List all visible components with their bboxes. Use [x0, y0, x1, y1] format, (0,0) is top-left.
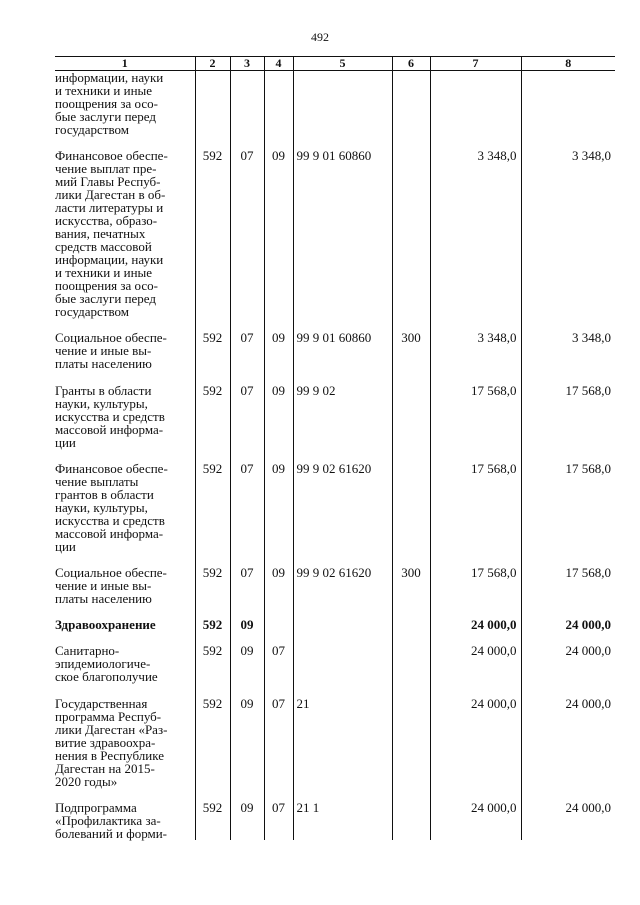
value-cell: 17 568,0	[430, 384, 521, 449]
value-cell: 09	[264, 566, 293, 605]
value-cell	[264, 618, 293, 631]
value-cell: 592	[195, 149, 230, 318]
value-cell: 24 000,0	[430, 618, 521, 631]
value-cell: 07	[264, 644, 293, 683]
row-spacer	[55, 631, 615, 644]
value-cell	[521, 71, 615, 137]
value-cell: 592	[195, 801, 230, 840]
spacer-cell	[195, 370, 230, 384]
column-header: 1	[55, 57, 195, 71]
value-cell	[392, 462, 430, 553]
spacer-cell	[264, 370, 293, 384]
value-cell: 3 348,0	[430, 331, 521, 370]
value-cell: 592	[195, 618, 230, 631]
spacer-cell	[293, 605, 392, 618]
table-row	[55, 618, 615, 631]
value-cell: 07	[230, 566, 264, 605]
value-cell	[195, 71, 230, 137]
value-cell: 99 9 02 61620	[293, 566, 392, 605]
spacer-cell	[392, 449, 430, 462]
spacer-cell	[55, 370, 195, 384]
value-cell: 17 568,0	[521, 566, 615, 605]
value-cell: 09	[230, 644, 264, 683]
value-cell	[392, 697, 430, 788]
value-cell: 07	[230, 462, 264, 553]
row-label-cell: Социальное обеспе- чение и иные вы- платы населению	[55, 330, 167, 371]
value-cell	[392, 384, 430, 449]
value-cell: 21	[293, 697, 392, 788]
value-cell: 17 568,0	[521, 384, 615, 449]
spacer-cell	[392, 136, 430, 149]
value-cell: 99 9 01 60860	[293, 149, 392, 318]
spacer-cell	[521, 683, 615, 697]
spacer-cell	[392, 605, 430, 618]
row-label-cell: Финансовое обеспе- чение выплаты грантов в области науки, культуры, искусства и средств массовой информа- ции	[55, 461, 168, 554]
value-cell	[392, 801, 430, 840]
spacer-cell	[293, 370, 392, 384]
value-cell: 09	[230, 801, 264, 840]
value-cell	[264, 71, 293, 137]
table-row	[55, 566, 615, 605]
spacer-cell	[430, 683, 521, 697]
column-header: 4	[264, 57, 293, 71]
spacer-cell	[230, 683, 264, 697]
value-cell: 592	[195, 644, 230, 683]
spacer-cell	[392, 683, 430, 697]
value-cell	[392, 71, 430, 137]
spacer-cell	[521, 370, 615, 384]
column-header: 2	[195, 57, 230, 71]
header-row	[55, 57, 615, 71]
spacer-cell	[230, 370, 264, 384]
row-spacer	[55, 370, 615, 384]
spacer-cell	[264, 683, 293, 697]
value-cell: 3 348,0	[521, 149, 615, 318]
value-cell: 07	[264, 697, 293, 788]
value-cell: 07	[264, 801, 293, 840]
value-cell: 09	[264, 384, 293, 449]
value-cell: 07	[230, 384, 264, 449]
value-cell: 24 000,0	[521, 697, 615, 788]
value-cell: 592	[195, 462, 230, 553]
value-cell: 09	[264, 331, 293, 370]
value-cell: 09	[264, 149, 293, 318]
spacer-cell	[195, 683, 230, 697]
spacer-cell	[392, 788, 430, 801]
row-label-cell: Государственная программа Респуб- лики Дагестан «Раз- витие здравоохра- нения в Республике Дагестан на 2015- 2020 годы»	[55, 696, 168, 789]
spacer-cell	[55, 683, 195, 697]
column-header: 6	[392, 57, 430, 71]
table-body	[55, 71, 615, 841]
value-cell	[293, 71, 392, 137]
spacer-cell	[392, 631, 430, 644]
row-label-cell: информации, науки и техники и иные поощрения за осо- бые заслуги перед государством	[55, 70, 164, 137]
value-cell	[392, 644, 430, 683]
value-cell: 99 9 02 61620	[293, 462, 392, 553]
row-label-cell: Социальное обеспе- чение и иные вы- платы населению	[55, 565, 167, 606]
table-row	[55, 644, 615, 683]
value-cell: 592	[195, 697, 230, 788]
table-row	[55, 462, 615, 553]
value-cell: 592	[195, 331, 230, 370]
value-cell: 17 568,0	[521, 462, 615, 553]
value-cell: 07	[230, 149, 264, 318]
value-cell: 99 9 01 60860	[293, 331, 392, 370]
row-spacer	[55, 788, 615, 801]
value-cell: 17 568,0	[430, 462, 521, 553]
value-cell	[230, 71, 264, 137]
row-label-cell: Санитарно- эпидемиологиче- ское благополучие	[55, 643, 158, 684]
table-row	[55, 697, 615, 788]
row-label-cell: Подпрограмма «Профилактика за- болеваний и форми-	[55, 800, 168, 841]
value-cell: 17 568,0	[430, 566, 521, 605]
value-cell: 07	[230, 331, 264, 370]
value-cell	[293, 618, 392, 631]
table-row	[55, 801, 615, 840]
column-header: 5	[293, 57, 392, 71]
value-cell	[293, 644, 392, 683]
spacer-cell	[392, 370, 430, 384]
column-header: 7	[430, 57, 521, 71]
row-label-cell: Здравоохранение	[55, 617, 156, 632]
spacer-cell	[430, 370, 521, 384]
spacer-cell	[293, 683, 392, 697]
value-cell: 3 348,0	[430, 149, 521, 318]
value-cell: 592	[195, 384, 230, 449]
value-cell: 24 000,0	[430, 644, 521, 683]
table-row	[55, 384, 615, 449]
value-cell	[392, 618, 430, 631]
value-cell: 24 000,0	[430, 697, 521, 788]
value-cell: 3 348,0	[521, 331, 615, 370]
value-cell	[430, 71, 521, 137]
value-cell: 24 000,0	[521, 618, 615, 631]
row-label-cell: Финансовое обеспе- чение выплат пре- мий Главы Респуб- лики Дагестан в об- ласти литературы и искусства, образо- вания, печатных средств массовой информации, науки и техники и иные поощрения за осо- бые заслуги перед государством	[55, 148, 168, 319]
page-number: 492	[311, 30, 329, 44]
table-row	[55, 149, 615, 318]
value-cell: 300	[392, 566, 430, 605]
value-cell: 99 9 02	[293, 384, 392, 449]
value-cell: 09	[230, 697, 264, 788]
value-cell: 09	[264, 462, 293, 553]
value-cell: 24 000,0	[521, 801, 615, 840]
value-cell: 592	[195, 566, 230, 605]
column-header: 3	[230, 57, 264, 71]
column-header: 8	[521, 57, 615, 71]
value-cell: 21 1	[293, 801, 392, 840]
value-cell: 24 000,0	[430, 801, 521, 840]
spacer-cell	[264, 605, 293, 618]
value-cell: 09	[230, 618, 264, 631]
value-cell	[392, 149, 430, 318]
row-label-cell: Гранты в области науки, культуры, искусства и средств массовой информа- ции	[55, 383, 165, 450]
spacer-cell	[293, 631, 392, 644]
value-cell: 24 000,0	[521, 644, 615, 683]
budget-table	[55, 56, 615, 840]
value-cell: 300	[392, 331, 430, 370]
table-row	[55, 331, 615, 370]
row-spacer	[55, 683, 615, 697]
table-row	[55, 71, 615, 137]
